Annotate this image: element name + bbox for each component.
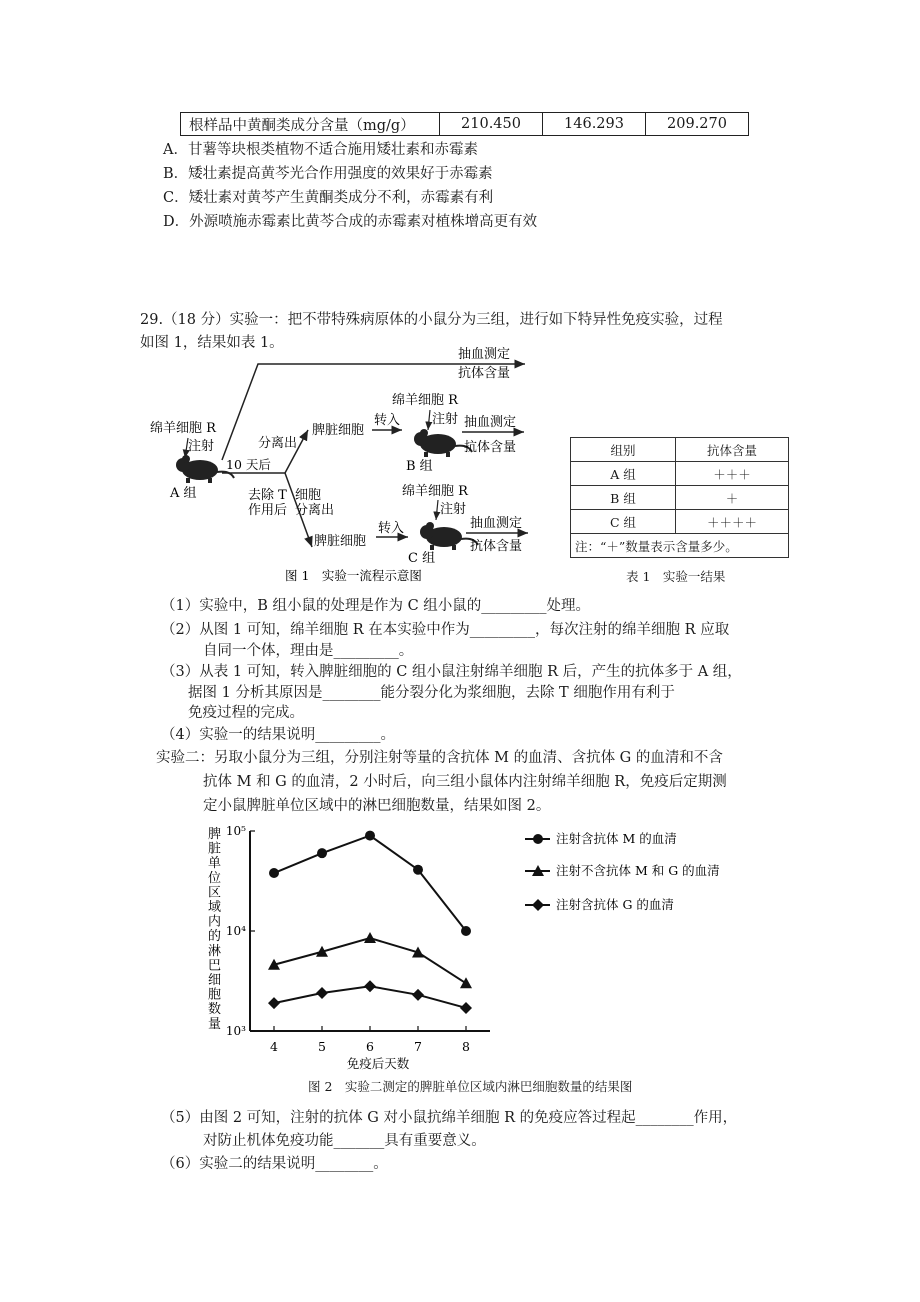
sheep-cell-label: 绵羊细胞 R	[402, 484, 468, 499]
content-label: 抗体含量	[464, 440, 517, 455]
table-cell: C 组	[571, 510, 676, 534]
top-measure-label: 抽血测定	[458, 347, 511, 362]
y-axis-label-char: 脾	[208, 827, 222, 842]
legend-label: 注射含抗体 G 的血清	[556, 897, 674, 912]
question-3-cont: 免疫过程的完成。	[188, 705, 304, 721]
table-header: 抗体含量	[676, 438, 789, 462]
y-axis-label-char: 量	[208, 1016, 222, 1032]
legend-label: 注射含抗体 M 的血清	[556, 831, 677, 846]
option-b: B．矮壮素提高黄芩光合作用强度的效果好于赤霉素	[163, 166, 493, 182]
question-5: （5）由图 2 可知，注射的抗体 G 对小鼠抗绵羊细胞 R 的免疫应答过程起________作用，	[161, 1110, 738, 1126]
flavonoid-table	[180, 112, 749, 136]
figure2-caption: 图 2 实验二测定的脾脏单位区域内淋巴细胞数量的结果图	[308, 1079, 633, 1094]
table-cell: B 组	[571, 486, 676, 510]
y-tick-label: 10³	[225, 1024, 246, 1038]
question-2: （2）从图 1 可知，绵羊细胞 R 在本实验中作为_________，每次注射的绵羊细胞 R 应取	[161, 622, 730, 638]
table-value: 209.270	[646, 113, 749, 136]
table-note: 注：“＋”数量表示含量多少。	[571, 534, 789, 558]
transfer-label: 转入	[374, 413, 401, 428]
x-tick-label: 4	[270, 1039, 278, 1054]
y-axis-label-char: 区	[208, 885, 222, 901]
question-3: （3）从表 1 可知，转入脾脏细胞的 C 组小鼠注射绵羊细胞 R 后，产生的抗体多于 A 组，	[161, 664, 742, 680]
sheep-cell-label: 绵羊细胞 R	[150, 421, 216, 436]
legend-marker-circle	[533, 834, 543, 844]
y-tick-label: 10⁴	[225, 924, 246, 938]
y-axis-label-char: 细	[208, 973, 222, 988]
y-axis-label-char: 巴	[208, 958, 222, 974]
experiment-2-cont: 定小鼠脾脏单位区域中的淋巴细胞数量，结果如图 2。	[203, 798, 551, 814]
group-a-label: A 组	[170, 486, 197, 501]
separate-label: 分离出	[258, 436, 298, 451]
y-axis-label-char: 的	[208, 929, 222, 945]
table-value: 146.293	[543, 113, 646, 136]
q29-intro: 29.（18 分）实验一：把不带特殊病原体的小鼠分为三组，进行如下特异性免疫实验，过程	[140, 312, 723, 328]
data-point-triangle	[460, 977, 472, 988]
data-point-diamond	[268, 997, 280, 1009]
remove-t-label: 去除 T	[248, 488, 287, 503]
y-axis-label-char: 域	[208, 900, 222, 915]
option-d: D．外源喷施赤霉素比黄芩合成的赤霉素对植株增高更有效	[163, 214, 538, 230]
group-b-label: B 组	[406, 459, 433, 474]
legend-marker-diamond	[532, 899, 544, 911]
data-point-diamond	[364, 980, 376, 992]
experiment-2-cont: 抗体 M 和 G 的血清，2 小时后，向三组小鼠体内注射绵羊细胞 R，免疫后定期测	[203, 774, 727, 790]
data-point-circle	[413, 865, 423, 875]
y-axis-label	[208, 827, 221, 1032]
option-a: A．甘薯等块根类植物不适合施用矮壮素和赤霉素	[163, 142, 478, 158]
content-label: 抗体含量	[470, 539, 523, 554]
table-row	[571, 462, 789, 486]
x-tick-label: 7	[414, 1039, 422, 1054]
y-axis-label-char: 单	[208, 856, 222, 872]
data-point-diamond	[412, 989, 424, 1001]
y-tick-label: 10⁵	[225, 824, 246, 838]
remove-t-label: 作用后	[248, 503, 288, 518]
data-point-diamond	[316, 987, 328, 999]
measure-label: 抽血测定	[470, 516, 523, 531]
inject-label: 注射	[440, 502, 467, 517]
table-cell: A 组	[571, 462, 676, 486]
table-row	[571, 486, 789, 510]
legend-label: 注射不含抗体 M 和 G 的血清	[556, 863, 720, 878]
q29-intro: 如图 1，结果如表 1。	[140, 335, 284, 351]
table-value: 210.450	[440, 113, 543, 136]
inject-label: 注射	[432, 412, 459, 427]
x-axis-label: 免疫后天数	[346, 1056, 410, 1071]
y-axis-label-char: 淋	[208, 943, 222, 959]
cells-label: 细胞	[295, 488, 322, 503]
table-label: 根样品中黄酮类成分含量（mg/g）	[181, 113, 440, 136]
figure1-caption: 图 1 实验一流程示意图	[285, 568, 422, 583]
question-5-cont: 对防止机体免疫功能_______具有重要意义。	[203, 1133, 486, 1149]
data-point-circle	[269, 868, 279, 878]
x-tick-label: 8	[462, 1039, 470, 1054]
question-2-cont: 自同一个体，理由是_________。	[203, 643, 414, 659]
question-6: （6）实验二的结果说明________。	[161, 1156, 388, 1172]
experiment-2: 实验二：另取小鼠分为三组，分别注射等量的含抗体 M 的血清、含抗体 G 的血清和不含	[156, 750, 723, 766]
y-axis-label-char: 脏	[208, 841, 222, 857]
measure-label: 抽血测定	[464, 415, 517, 430]
y-axis-label-char: 数	[208, 1002, 222, 1018]
group-c-label: C 组	[408, 551, 436, 566]
inject-label: 注射	[188, 439, 215, 454]
table-cell: ＋＋＋＋	[676, 510, 789, 534]
table1-caption: 表 1 实验一结果	[626, 569, 726, 584]
series-line-triangle	[274, 938, 466, 983]
ten-days-label: 10 天后	[226, 457, 271, 472]
question-4: （4）实验一的结果说明_________。	[161, 727, 395, 743]
x-tick-label: 6	[366, 1039, 374, 1054]
transfer-label: 转入	[378, 521, 405, 536]
data-point-triangle	[364, 932, 376, 943]
series-line-circle	[274, 836, 466, 931]
spleen-cells-label: 脾脏细胞	[312, 423, 365, 438]
data-point-circle	[365, 831, 375, 841]
y-axis-label-char: 内	[208, 914, 222, 930]
question-3-cont: 据图 1 分析其原因是________能分裂分化为浆细胞，去除 T 细胞作用有利于	[188, 685, 675, 701]
separate-label: 分离出	[295, 503, 335, 518]
y-axis-label-char: 位	[208, 870, 222, 886]
x-tick-label: 5	[318, 1039, 326, 1054]
table-cell: ＋＋＋	[676, 462, 789, 486]
table-row	[571, 510, 789, 534]
table-header: 组别	[571, 438, 676, 462]
data-point-circle	[317, 848, 327, 858]
option-c: C．矮壮素对黄芩产生黄酮类成分不利，赤霉素有利	[163, 190, 494, 206]
question-1: （1）实验中，B 组小鼠的处理是作为 C 组小鼠的_________处理。	[161, 598, 591, 614]
table-cell: ＋	[676, 486, 789, 510]
top-content-label: 抗体含量	[458, 366, 511, 381]
result-table	[570, 437, 789, 558]
data-point-diamond	[460, 1002, 472, 1014]
lymphocyte-line-chart	[200, 818, 760, 1080]
experiment-flow-diagram	[140, 340, 560, 585]
sheep-cell-label: 绵羊细胞 R	[392, 393, 458, 408]
spleen-cells-label: 脾脏细胞	[314, 534, 367, 549]
data-point-circle	[461, 926, 471, 936]
y-axis-label-char: 胞	[208, 987, 222, 1003]
